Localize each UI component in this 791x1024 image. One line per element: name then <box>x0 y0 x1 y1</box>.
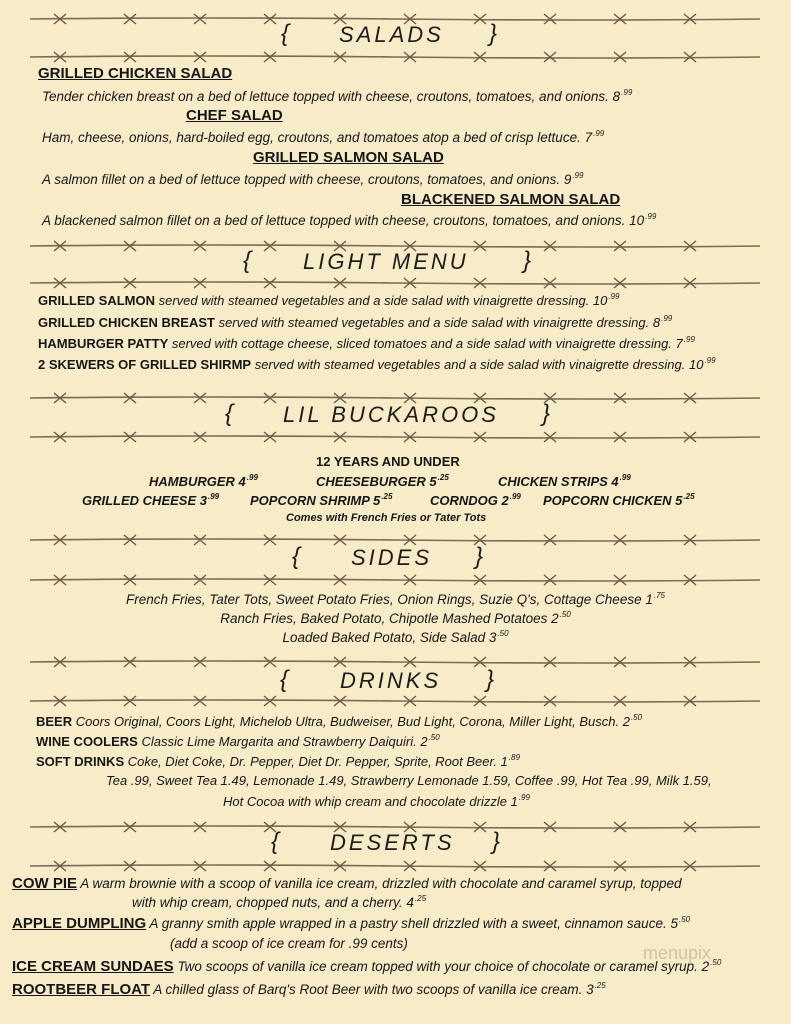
item-desc: Tender chicken breast on a bed of lettuce topped with cheese, croutons, tomatoes, and onions. $8^{.99}$ <box>42 88 633 104</box>
section-header-drinks: DRINKS <box>340 668 442 693</box>
sides-line: Ranch Fries, Baked Potato, Chipotle Mashed Potatoes $2^{.50}$ <box>220 610 571 626</box>
barbed-wire-divider <box>0 859 791 873</box>
desert-item: APPLE DUMPLING A granny smith apple wrapped in a pastry shell drizzled with a sweet, cinnamon sauce. $5^{.50}$ <box>12 915 691 932</box>
barbed-wire-divider <box>0 276 791 290</box>
sides-line: Loaded Baked Potato, Side Salad $3^{.50}$ <box>282 629 509 645</box>
item-title: CHEF SALAD <box>186 107 283 124</box>
item-desc: Ham, cheese, onions, hard-boiled egg, croutons, and tomatoes atop a bed of crisp lettuce. $7^{.99}$ <box>42 129 605 145</box>
barbed-wire-divider <box>0 50 791 64</box>
brace-right: } <box>475 543 484 570</box>
section-header-deserts: DESERTS <box>330 830 455 855</box>
list-item: HAMBURGER PATTY served with cottage cheese, sliced tomatoes and a side salad with vinaigrette dressing. $7^{.99}$ <box>38 335 695 351</box>
drink-line: WINE COOLERS Classic Lime Margarita and Strawberry Daiquiri. $2^{.50}$ <box>36 733 440 749</box>
list-item: 2 SKEWERS OF GRILLED SHIRMP served with steamed vegetables and a side salad with vinaigrette dressing. $10^{.99}$ <box>38 356 716 372</box>
desert-item-cont: (add a scoop of ice cream for .99 cents) <box>170 936 408 951</box>
kid-item: POPCORN CHICKEN $5^{.25}$ <box>543 492 695 508</box>
kids-note: Comes with French Fries or Tater Tots <box>286 512 487 524</box>
brace-left: { <box>243 247 252 274</box>
barbed-wire-divider <box>0 430 791 444</box>
kid-item: POPCORN SHRIMP $5^{.25}$ <box>250 492 393 508</box>
list-item: GRILLED CHICKEN BREAST served with steamed vegetables and a side salad with vinaigrette dressing. $8^{.99}$ <box>38 314 673 330</box>
kid-item: HAMBURGER $4^{.99}$ <box>149 473 258 489</box>
barbed-wire-divider <box>0 655 791 669</box>
item-title: GRILLED CHICKEN SALAD <box>38 65 233 82</box>
brace-right: } <box>542 400 551 427</box>
section-header-sides: SIDES <box>351 545 433 570</box>
barbed-wire-divider <box>0 573 791 587</box>
desert-item: COW PIE A warm brownie with a scoop of vanilla ice cream, drizzled with chocolate and caramel syrup, topped <box>12 875 682 892</box>
brace-left: { <box>280 666 289 693</box>
sides-line: French Fries, Tater Tots, Sweet Potato Fries, Onion Rings, Suzie Q's, Cottage Cheese $1^{.75}$ <box>126 591 665 607</box>
brace-left: { <box>225 400 234 427</box>
brace-right: } <box>492 828 501 855</box>
section-header-light-menu: LIGHT MENU <box>303 249 469 274</box>
kid-item: GRILLED CHEESE $3^{.99}$ <box>82 492 220 508</box>
section-header-kids: LIL BUCKAROOS <box>283 402 499 427</box>
drink-line: SOFT DRINKS Coke, Diet Coke, Dr. Pepper, Diet Dr. Pepper, Sprite, Root Beer. $1^{.89}$ <box>36 753 520 769</box>
desert-item: ICE CREAM SUNDAES Two scoops of vanilla ice cream topped with your choice of chocolate or caramel syrup. $2^{.50}$ <box>12 958 722 975</box>
barbed-wire-divider <box>0 694 791 708</box>
desert-item-cont: with whip cream, chopped nuts, and a cherry. $4^{.25}$ <box>132 894 427 910</box>
item-desc: A salmon fillet on a bed of lettuce topped with cheese, croutons, tomatoes, and onions. $9^{.99}$ <box>42 171 584 187</box>
list-item: GRILLED SALMON served with steamed vegetables and a side salad with vinaigrette dressing. $10^{.99}$ <box>38 292 620 308</box>
brace-right: } <box>523 247 532 274</box>
item-title: BLACKENED SALMON SALAD <box>401 191 621 208</box>
item-title: GRILLED SALMON SALAD <box>253 149 444 166</box>
kid-item: CHEESEBURGER $5^{.25}$ <box>316 473 449 489</box>
brace-left: { <box>292 543 301 570</box>
desert-item: ROOTBEER FLOAT A chilled glass of Barq's Root Beer with two scoops of vanilla ice cream. $3^{.25}$ <box>12 981 606 998</box>
brace-right: } <box>489 20 498 47</box>
brace-left: { <box>281 20 290 47</box>
drink-line: BEER Coors Original, Coors Light, Michelob Ultra, Budweiser, Bud Light, Corona, Miller Light, Busch. $2^{.50}$ <box>36 713 643 729</box>
drink-line: Hot Cocoa with whip cream and chocolate drizzle $1^{.99}$ <box>223 793 530 809</box>
brace-right: } <box>486 666 495 693</box>
item-desc: A blackened salmon fillet on a bed of lettuce topped with cheese, croutons, tomatoes, and onions. $10^{.99}$ <box>42 212 657 228</box>
kid-item: CORNDOG $2^{.99}$ <box>430 492 521 508</box>
kid-item: CHICKEN STRIPS $4^{.99}$ <box>498 473 631 489</box>
section-header-salads: SALADS <box>339 22 444 47</box>
kids-subtitle: 12 YEARS AND UNDER <box>316 454 460 469</box>
brace-left: { <box>271 828 280 855</box>
drink-line: Tea .99, Sweet Tea 1.49, Lemonade 1.49, Strawberry Lemonade 1.59, Coffee .99, Hot Tea .99, Milk 1.59, <box>106 773 712 788</box>
watermark-text: menupix <box>642 943 711 963</box>
